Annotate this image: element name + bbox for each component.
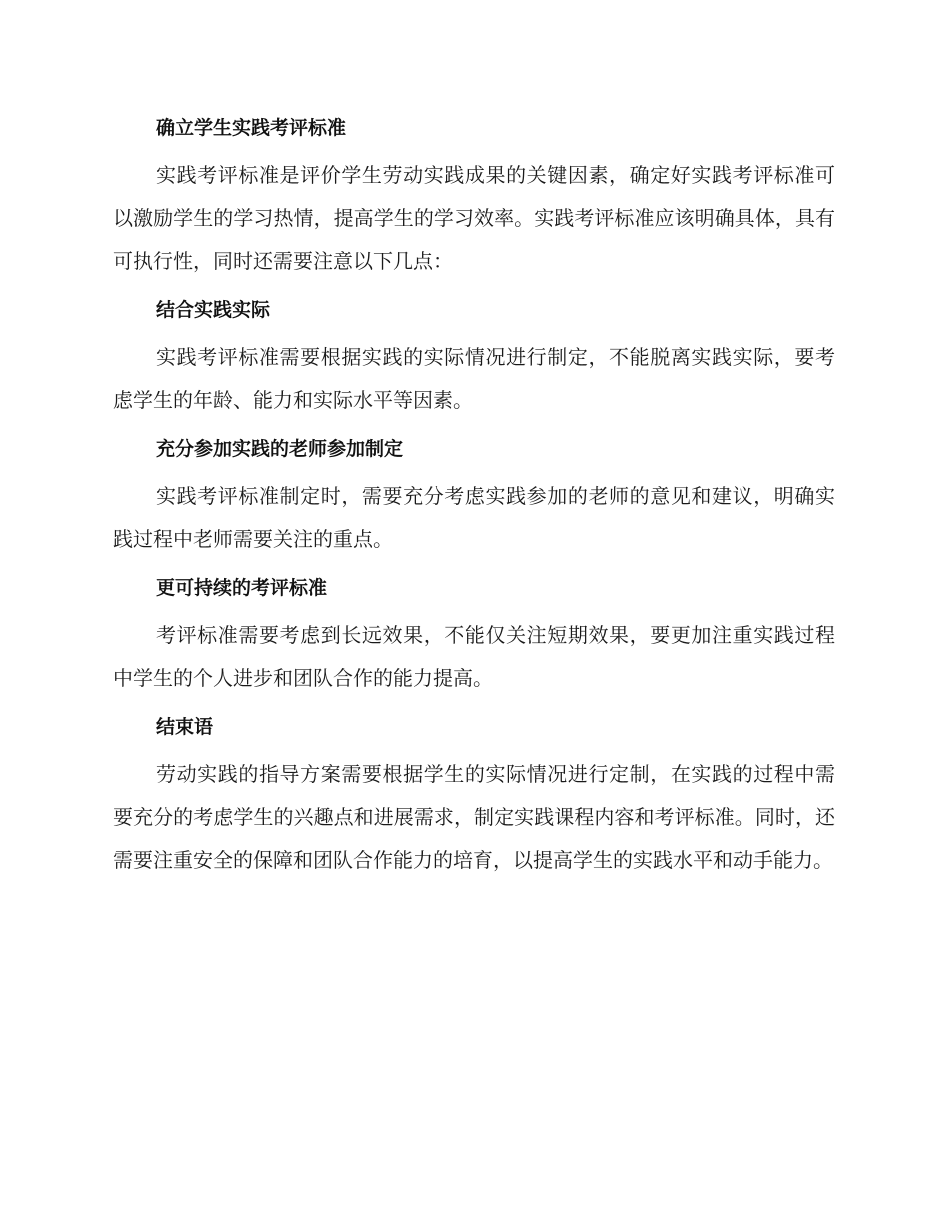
section-heading-combine-practice: 结合实践实际 bbox=[156, 299, 271, 321]
section-heading-evaluation-standard: 确立学生实践考评标准 bbox=[156, 117, 347, 139]
section-paragraph-sustainable-standard: 考评标准需要考虑到长远效果，不能仅关注短期效果，要更加注重实践过程中学生的个人进步和团队合作的能力提高。 bbox=[113, 623, 835, 690]
section-heading-sustainable-standard: 更可持续的考评标准 bbox=[156, 577, 328, 599]
section-heading-conclusion: 结束语 bbox=[156, 716, 214, 738]
section-paragraph-teacher-participation: 实践考评标准制定时，需要充分考虑实践参加的老师的意见和建议，明确实践过程中老师需要关注的重点。 bbox=[113, 484, 835, 551]
section-paragraph-conclusion: 劳动实践的指导方案需要根据学生的实际情况进行定制，在实践的过程中需要充分的考虑学生的兴趣点和进展需求，制定实践课程内容和考评标准。同时，还需要注重安全的保障和团队合作能力的培育，以提高学生的实践水平和动手能力。 bbox=[113, 762, 835, 872]
section-paragraph-combine-practice: 实践考评标准需要根据实践的实际情况进行制定，不能脱离实践实际，要考虑学生的年龄、能力和实际水平等因素。 bbox=[113, 345, 835, 412]
section-paragraph-evaluation-standard: 实践考评标准是评价学生劳动实践成果的关键因素，确定好实践考评标准可以激励学生的学习热情，提高学生的学习效率。实践考评标准应该明确具体，具有可执行性，同时还需要注意以下几点： bbox=[113, 163, 835, 273]
section-heading-teacher-participation: 充分参加实践的老师参加制定 bbox=[156, 438, 404, 460]
document-page bbox=[113, 108, 835, 889]
